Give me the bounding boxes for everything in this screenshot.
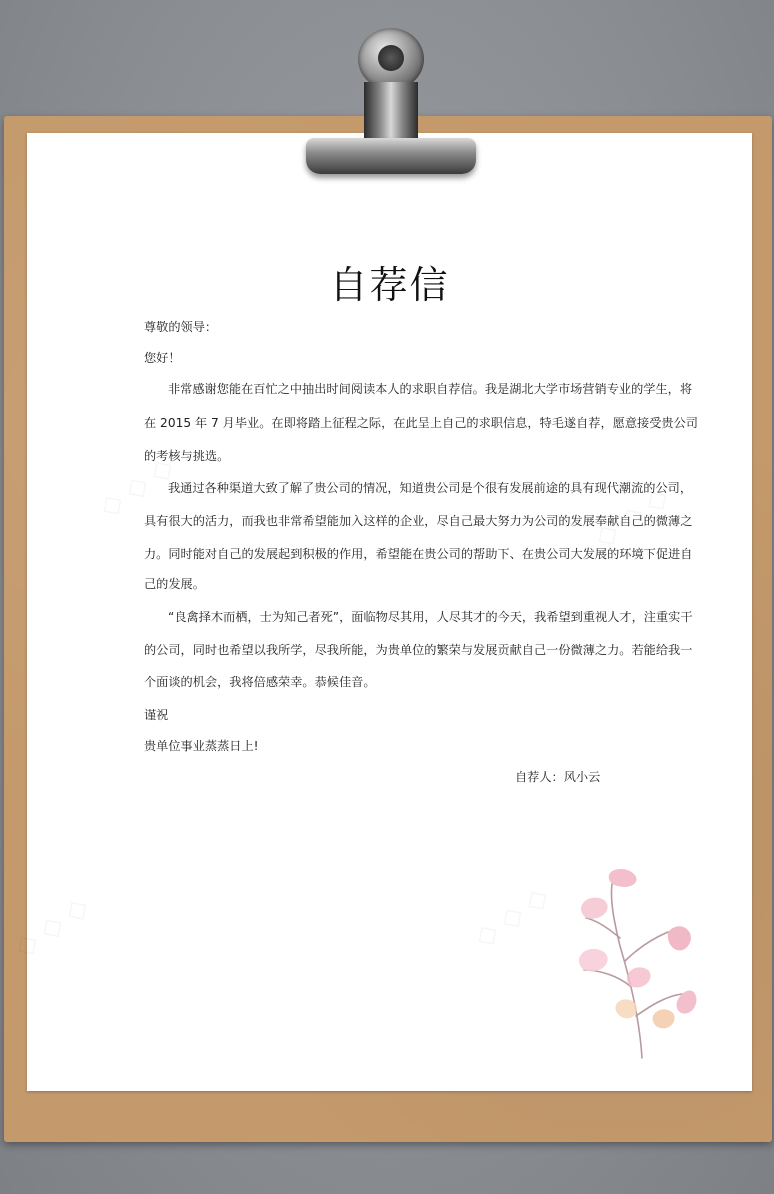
letter-title: 自荐信	[329, 263, 450, 307]
clip-neck	[364, 82, 418, 140]
letter-line: 具有很大的活力，而我也非常希望能加入这样的企业，尽自己最大努力为公司的发展奉献自己的微薄之	[144, 514, 693, 528]
closing-wish: 谨祝	[144, 708, 169, 722]
clip-base	[306, 138, 476, 174]
letter-line: 个面谈的机会，我将倍感荣幸。恭候佳音。	[144, 675, 376, 689]
letter-line: 己的发展。	[144, 577, 205, 591]
closing-blessing: 贵单位事业蒸蒸日上!	[144, 739, 259, 753]
signature: 自荐人：风小云	[515, 770, 601, 784]
letter-line: 的公司，同时也希望以我所学，尽我所能，为贵单位的繁荣与发展贡献自己一份微薄之力。若能给我一	[144, 643, 693, 657]
letter-line: “良禽择木而栖，士为知己者死”，面临物尽其用，人尽其才的今天，我希望到重视人才，注重实干	[168, 610, 693, 624]
letter-line: 力。同时能对自己的发展起到积极的作用，希望能在贵公司的帮助下、在贵公司大发展的环境下促进自	[144, 547, 693, 561]
letter-line: 我通过各种渠道大致了解了贵公司的情况，知道贵公司是个很有发展前途的具有现代潮流的公司，	[168, 481, 693, 495]
letter-line: 非常感谢您能在百忙之中抽出时间阅读本人的求职自荐信。我是湖北大学市场营销专业的学生，将	[168, 382, 693, 396]
greeting: 您好！	[144, 351, 181, 365]
ginkgo-leaf-icon	[570, 866, 700, 1066]
letter-line: 的考核与挑选。	[144, 449, 230, 463]
salutation: 尊敬的领导：	[144, 320, 218, 334]
clip-hole	[378, 45, 404, 71]
letter-line: 在 2015 年 7 月毕业。在即将踏上征程之际，在此呈上自己的求职信息，特毛遂自荐，愿意接受贵公司	[144, 416, 698, 430]
